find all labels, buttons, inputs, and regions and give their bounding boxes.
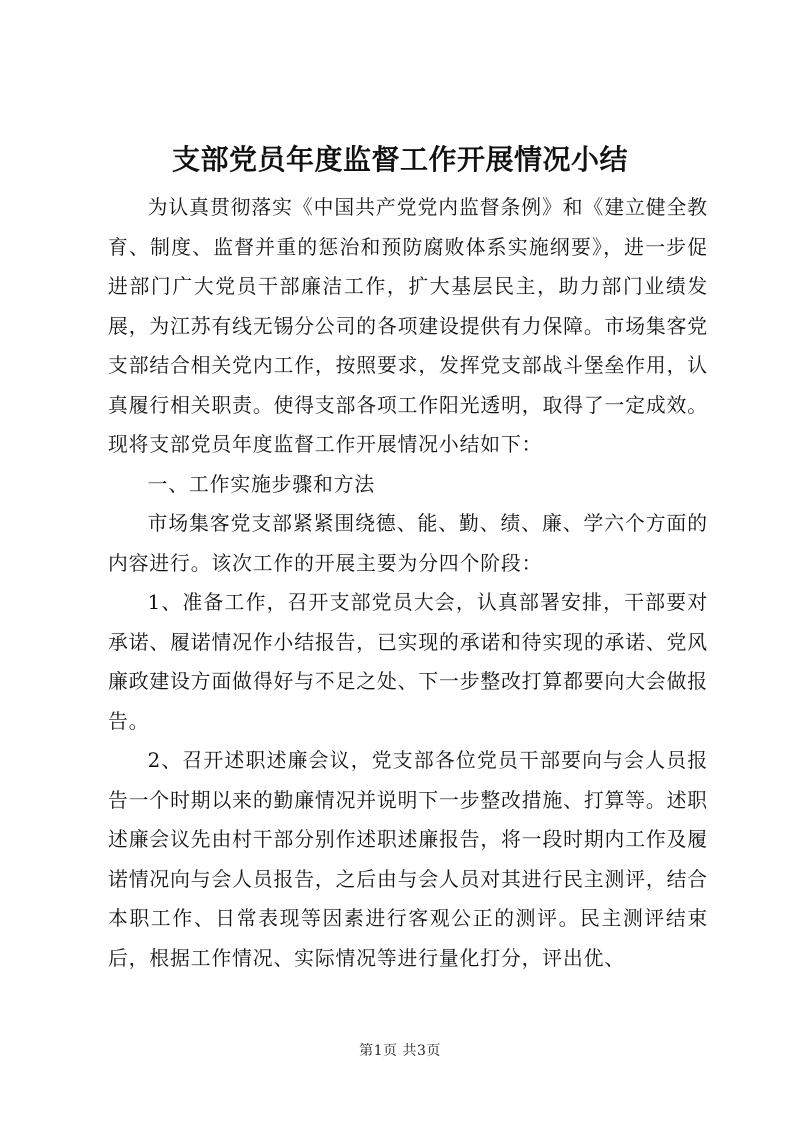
step-2-paragraph: 2、召开述职述廉会议，党支部各位党员干部要向与会人员报告一个时期以来的勤廉情况并说明下一步整改措施、打算等。述职述廉会议先由村干部分别作述职述廉报告，将一段时期内工作及履诺情况向与会人员报告，之后由与会人员对其进行民主测评，结合本职工作、日常表现等因素进行客观公正的测评。民主测评结束后，根据工作情况、实际情况等进行量化打分，评出优、: [108, 749, 708, 970]
document-body: [108, 188, 708, 978]
section-paragraph: 市场集客党支部紧紧围绕德、能、勤、绩、廉、学六个方面的内容进行。该次工作的开展主要为分四个阶段：: [108, 512, 708, 575]
document-title: 支部党员年度监督工作开展情况小结: [171, 143, 628, 176]
step-1-paragraph: 1、准备工作，召开支部党员大会，认真部署安排，干部要对承诺、履诺情况作小结报告，已实现的承诺和待实现的承诺、党风廉政建设方面做得好与不足之处、下一步整改打算都要向大会做报告。: [108, 591, 708, 733]
intro-paragraph: 为认真贯彻落实《中国共产党党内监督条例》和《建立健全教育、制度、监督并重的惩治和预防腐败体系实施纲要》，进一步促进部门广大党员干部廉洁工作，扩大基层民主，助力部门业绩发展，为江苏有线无锡分公司的各项建设提供有力保障。市场集客党支部结合相关党内工作，按照要求，发挥党支部战斗堡垒作用，认真履行相关职责。使得支部各项工作阳光透明，取得了一定成效。现将支部党员年度监督工作开展情况小结如下：: [108, 196, 708, 456]
page-number-footer: 第1页 共3页: [359, 1043, 441, 1059]
section-heading-1: 一、工作实施步骤和方法: [147, 472, 376, 496]
